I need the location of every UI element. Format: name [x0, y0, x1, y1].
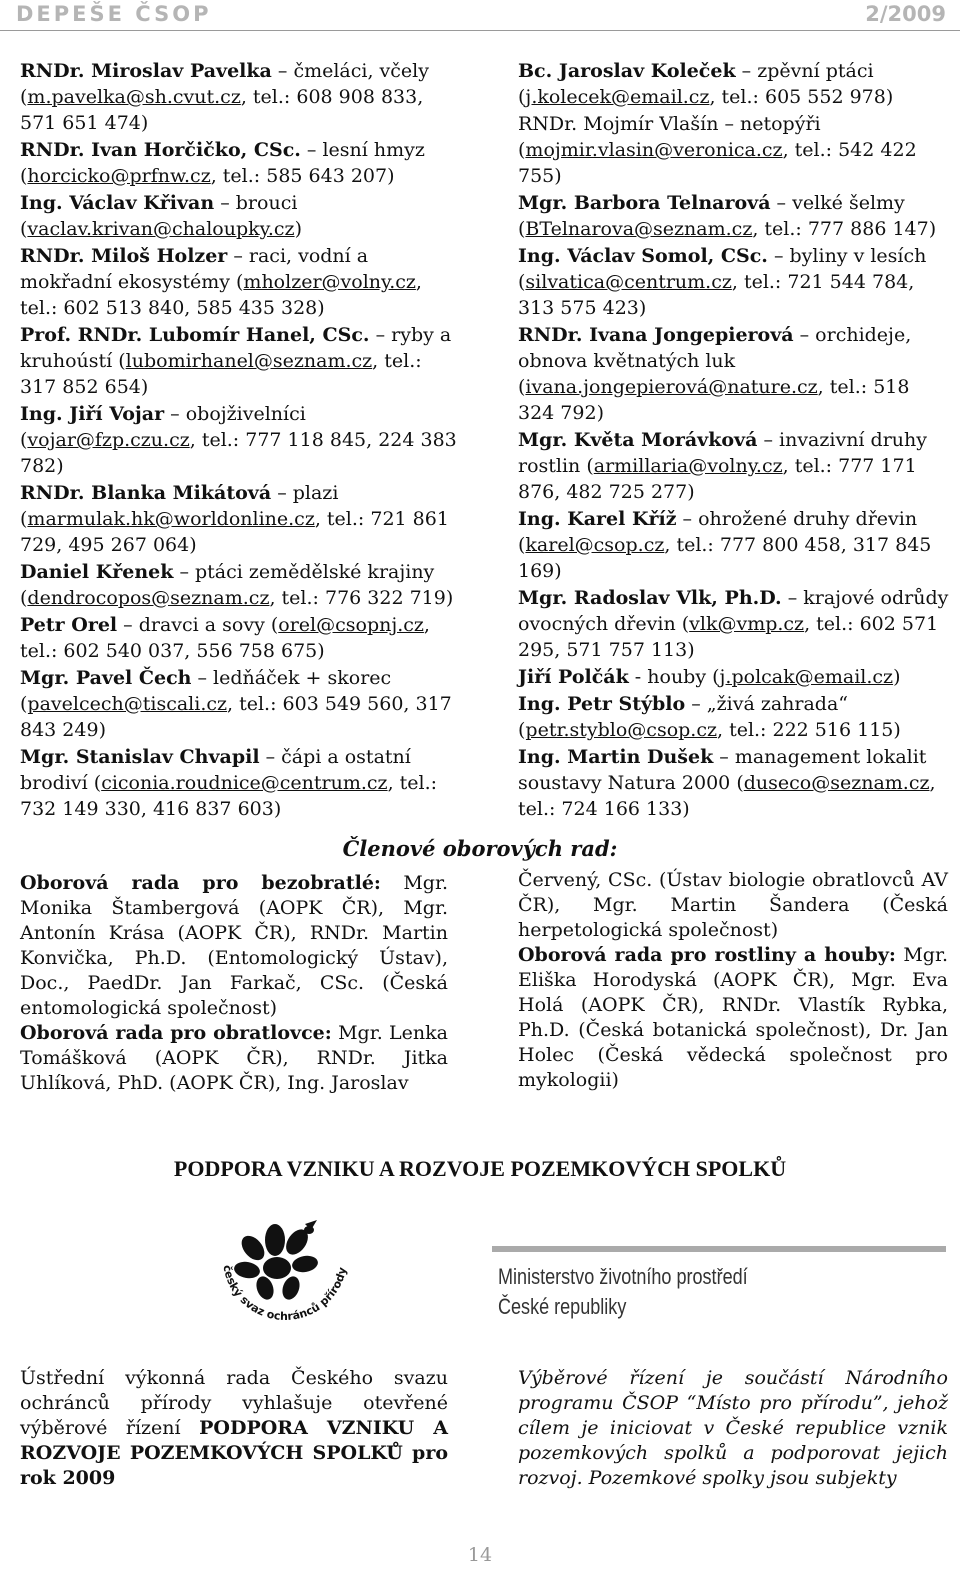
- section-title: PODPORA VZNIKU A ROZVOJE POZEMKOVÝCH SPOLKŮ: [173, 1156, 787, 1181]
- contact-name: Prof. RNDr. Lubomír Hanel, CSc.: [20, 324, 370, 346]
- contact-topic: – ryby a kruhoústí (: [20, 324, 452, 372]
- contact-name: RNDr. Miroslav Pavelka: [20, 60, 272, 82]
- contact-phone: , tel.: 222 516 115): [716, 719, 901, 741]
- contact-phone: , tel.: 732 149 330, 416 837 603): [20, 772, 438, 820]
- board-vertebrates-text: Mgr. Lenka Tomášková (AOPK ČR), RNDr. Jitka Uhlíková, PhD. (AOPK ČR), Ing. Jaroslav: [20, 1022, 448, 1094]
- ministry-name-line2: České republiky: [498, 1294, 627, 1319]
- contact-email-link[interactable]: j.polcak@email.cz: [719, 666, 894, 688]
- contact-name: Mgr. Květa Morávková: [518, 429, 758, 451]
- contact-entry: [518, 243, 950, 321]
- contact-email-link[interactable]: petr.styblo@csop.cz: [525, 719, 717, 741]
- contact-topic: – orchideje, obnova květnatých luk (: [518, 324, 912, 398]
- contact-entry: [518, 691, 950, 743]
- contact-entry: [518, 506, 950, 584]
- contact-email-link[interactable]: ciconia.roudnice@centrum.cz: [101, 772, 388, 794]
- contact-entry: [20, 559, 460, 611]
- contact-name: RNDr. Blanka Mikátová: [20, 482, 272, 504]
- contact-email-link[interactable]: armillaria@volny.cz: [593, 455, 783, 477]
- contact-phone: , tel.: 721 861 729, 495 267 064): [20, 508, 449, 556]
- contacts-right-column: [518, 58, 950, 823]
- contact-entry: [20, 58, 460, 136]
- contact-topic: – ptáci zemědělské krajiny (: [20, 561, 435, 609]
- contact-phone: , tel.: 608 908 833, 571 651 474): [20, 86, 424, 134]
- contact-email-link[interactable]: karel@csop.cz: [525, 534, 665, 556]
- contact-email-link[interactable]: m.pavelka@sh.cvut.cz: [27, 86, 241, 108]
- contact-email-link[interactable]: vlk@vmp.cz: [689, 613, 805, 635]
- contact-entry: [518, 585, 950, 663]
- contact-entry: [518, 58, 950, 110]
- ministry-logo-bar: [492, 1246, 946, 1252]
- contact-entry: [518, 322, 950, 426]
- contact-entry: [20, 612, 460, 664]
- contact-email-link[interactable]: j.kolecek@email.cz: [525, 86, 710, 108]
- contact-email-link[interactable]: orel@csopnj.cz: [278, 614, 424, 636]
- contact-phone: , tel.: 602 540 037, 556 758 675): [20, 614, 430, 662]
- boards-heading: Členové oborových rad:: [342, 836, 618, 861]
- contact-entry: [20, 480, 460, 558]
- contact-topic: – obojživelníci (: [20, 403, 306, 451]
- contact-topic: – raci, vodní a mokřadní ekosystémy (: [20, 245, 369, 293]
- contact-topic: – brouci (: [20, 192, 298, 240]
- contact-email-link[interactable]: dendrocopos@seznam.cz: [27, 587, 270, 609]
- contact-topic: – velké šelmy (: [518, 192, 905, 240]
- contact-phone: , tel.: 602 513 840, 585 435 328): [20, 271, 422, 319]
- contact-phone: ): [893, 666, 901, 688]
- contact-name: Ing. Petr Stýblo: [518, 693, 686, 715]
- contact-phone: , tel.: 542 422 755): [518, 139, 917, 187]
- contact-phone: ): [294, 218, 302, 240]
- contact-topic: – plazi (: [20, 482, 339, 530]
- issue-number: 2/2009: [865, 2, 946, 26]
- contact-phone: , tel.: 777 800 458, 317 845 169): [518, 534, 932, 582]
- contact-name: Jiří Polčák: [518, 666, 629, 688]
- contact-topic: – krajové odrůdy ovocných dřevin (: [518, 587, 949, 635]
- contact-name: Mgr. Barbora Telnarová: [518, 192, 771, 214]
- contact-phone: , tel.: 721 544 784, 313 575 423): [518, 271, 915, 319]
- board-plants: [518, 943, 948, 1093]
- contact-name: Mgr. Stanislav Chvapil: [20, 746, 260, 768]
- contact-name: Mgr. Pavel Čech: [20, 667, 192, 689]
- contact-phone: , tel.: 603 549 560, 317 843 249): [20, 693, 452, 741]
- contact-email-link[interactable]: mholzer@volny.cz: [243, 271, 416, 293]
- contact-phone: , tel.: 777 886 147): [752, 218, 937, 240]
- contact-entry: [20, 665, 460, 743]
- announcement-left-text: Ústřední výkonná rada Českého svazu ochránců přírody vyhlašuje otevřené výběrové řízení: [20, 1367, 448, 1439]
- board-vertebrates-continued: Červený, CSc. (Ústav biologie obratlovců AV ČR), Mgr. Martin Šandera (Česká herpetologická společnost): [518, 869, 948, 941]
- contact-entry: [20, 137, 460, 189]
- contact-entry: [518, 427, 950, 505]
- boards-right-column: [518, 868, 948, 1093]
- contact-topic: – čápi a ostatní brodiví (: [20, 746, 411, 794]
- csop-logo-text: český svaz ochránců přírody: [220, 1264, 350, 1324]
- contact-email-link[interactable]: ivana.jongepierová@nature.cz: [525, 376, 818, 398]
- boards-left-column: [20, 871, 448, 1096]
- contact-entry: [20, 322, 460, 400]
- contact-entry: [20, 744, 460, 822]
- contact-topic: – lesní hmyz (: [20, 139, 425, 187]
- csop-bird-flower-icon: [205, 1218, 365, 1338]
- contact-phone: , tel.: 602 571 295, 571 757 113): [518, 613, 939, 661]
- ministry-name-line1: Ministerstvo životního prostředí: [498, 1264, 748, 1289]
- contact-topic: RNDr. Mojmír Vlašín – netopýři (: [518, 113, 821, 161]
- contact-topic: – ohrožené druhy dřevin (: [518, 508, 918, 556]
- contact-entry: [518, 190, 950, 242]
- contact-phone: , tel.: 518 324 792): [518, 376, 910, 424]
- contact-topic: – invazivní druhy rostlin (: [518, 429, 928, 477]
- contact-email-link[interactable]: lubomirhanel@seznam.cz: [125, 350, 373, 372]
- contact-name: Mgr. Radoslav Vlk, Ph.D.: [518, 587, 782, 609]
- contact-email-link[interactable]: silvatica@centrum.cz: [525, 271, 732, 293]
- announcement-right: Výběrové řízení je součástí Národního programu ČSOP “Místo pro přírodu”, jehož cílem je iniciovat v České republice vznik pozemkových spolků a podporovat jejich rozvoj. Pozemkové spolky jsou subjekty: [518, 1367, 948, 1489]
- contact-email-link[interactable]: pavelcech@tiscali.cz: [27, 693, 228, 715]
- contact-email-link[interactable]: vaclav.krivan@chaloupky.cz: [27, 218, 295, 240]
- contact-phone: , tel.: 585 643 207): [210, 165, 395, 187]
- contact-topic: – čmeláci, včely (: [20, 60, 429, 108]
- contact-name: Ing. Václav Somol, CSc.: [518, 245, 768, 267]
- board-plants-text: Mgr. Eliška Horodyská (AOPK ČR), Mgr. Eva Holá (AOPK ČR), RNDr. Vlastík Rybka, Ph.D. (Česká botanická společnost), Dr. Jan Holec (Česká vědecká společnost pro mykologii): [518, 944, 948, 1091]
- board-invertebrates: [20, 871, 448, 1021]
- contact-phone: , tel.: 605 552 978): [709, 86, 894, 108]
- contact-name: Ing. Jiří Vojar: [20, 403, 165, 425]
- contact-topic: – management lokalit soustavy Natura 2000 (: [518, 746, 927, 794]
- contact-name: Ing. Karel Kříž: [518, 508, 677, 530]
- contact-topic: – byliny v lesích (: [518, 245, 927, 293]
- contact-name: Ing. Martin Dušek: [518, 746, 714, 768]
- page-number: 14: [467, 1544, 493, 1566]
- contact-topic: – „živá zahrada“ (: [518, 693, 849, 741]
- contact-entry: [518, 111, 950, 189]
- contact-entry: [20, 243, 460, 321]
- contact-name: RNDr. Ivana Jongepierová: [518, 324, 794, 346]
- contact-email-link[interactable]: BTelnarova@seznam.cz: [525, 218, 753, 240]
- contact-name: Bc. Jaroslav Koleček: [518, 60, 736, 82]
- contact-topic: - houby (: [628, 666, 720, 688]
- contact-topic: – zpěvní ptáci (: [518, 60, 874, 108]
- csop-logo: [205, 1218, 365, 1338]
- contact-entry: [20, 401, 460, 479]
- announcement-left: [20, 1366, 448, 1491]
- contact-entry: [20, 190, 460, 242]
- contact-topic: – ledňáček + skorec (: [20, 667, 392, 715]
- contact-name: RNDr. Ivan Horčičko, CSc.: [20, 139, 301, 161]
- contact-phone: , tel.: 724 166 133): [518, 772, 936, 820]
- contact-topic: – dravci a sovy (: [117, 614, 279, 636]
- contact-name: Ing. Václav Křivan: [20, 192, 215, 214]
- contact-entry: [518, 744, 950, 822]
- contact-phone: , tel.: 777 118 845, 224 383 782): [20, 429, 457, 477]
- contact-name: Petr Orel: [20, 614, 118, 636]
- contact-email-link[interactable]: vojar@fzp.czu.cz: [27, 429, 190, 451]
- contacts-left-column: [20, 58, 460, 823]
- contact-email-link[interactable]: horcicko@prfnw.cz: [27, 165, 211, 187]
- contact-name: Daniel Křenek: [20, 561, 174, 583]
- board-invertebrates-label: Oborová rada pro bezobratlé:: [20, 872, 381, 894]
- page-header: [0, 0, 960, 31]
- board-invertebrates-text: Mgr. Monika Štambergová (AOPK ČR), Mgr. Antonín Krása (AOPK ČR), RNDr. Martin Konvička, Ph.D. (Entomologický Ústav), Doc., PaedDr. Jan Farkač, CSc. (Česká entomologická společnost): [20, 872, 448, 1019]
- contact-phone: , tel.: 777 171 876, 482 725 277): [518, 455, 917, 503]
- contact-email-link[interactable]: marmulak.hk@worldonline.cz: [27, 508, 315, 530]
- contact-email-link[interactable]: duseco@seznam.cz: [743, 772, 930, 794]
- contact-entry: [518, 664, 950, 690]
- contact-name: RNDr. Miloš Holzer: [20, 245, 228, 267]
- contact-phone: , tel.: 776 322 719): [269, 587, 454, 609]
- contact-phone: , tel.: 317 852 654): [20, 350, 422, 398]
- newsletter-title: DEPEŠE ČSOP: [16, 2, 212, 26]
- board-vertebrates: [20, 1021, 448, 1096]
- announcement-left-bold: PODPORA VZNIKU A ROZVOJE POZEMKOVÝCH SPOLKŮ pro rok 2009: [20, 1417, 448, 1489]
- board-plants-label: Oborová rada pro rostliny a houby:: [518, 944, 896, 966]
- board-vertebrates-label: Oborová rada pro obratlovce:: [20, 1022, 332, 1044]
- contact-email-link[interactable]: mojmir.vlasin@veronica.cz: [525, 139, 783, 161]
- ministry-logo: [498, 1262, 748, 1322]
